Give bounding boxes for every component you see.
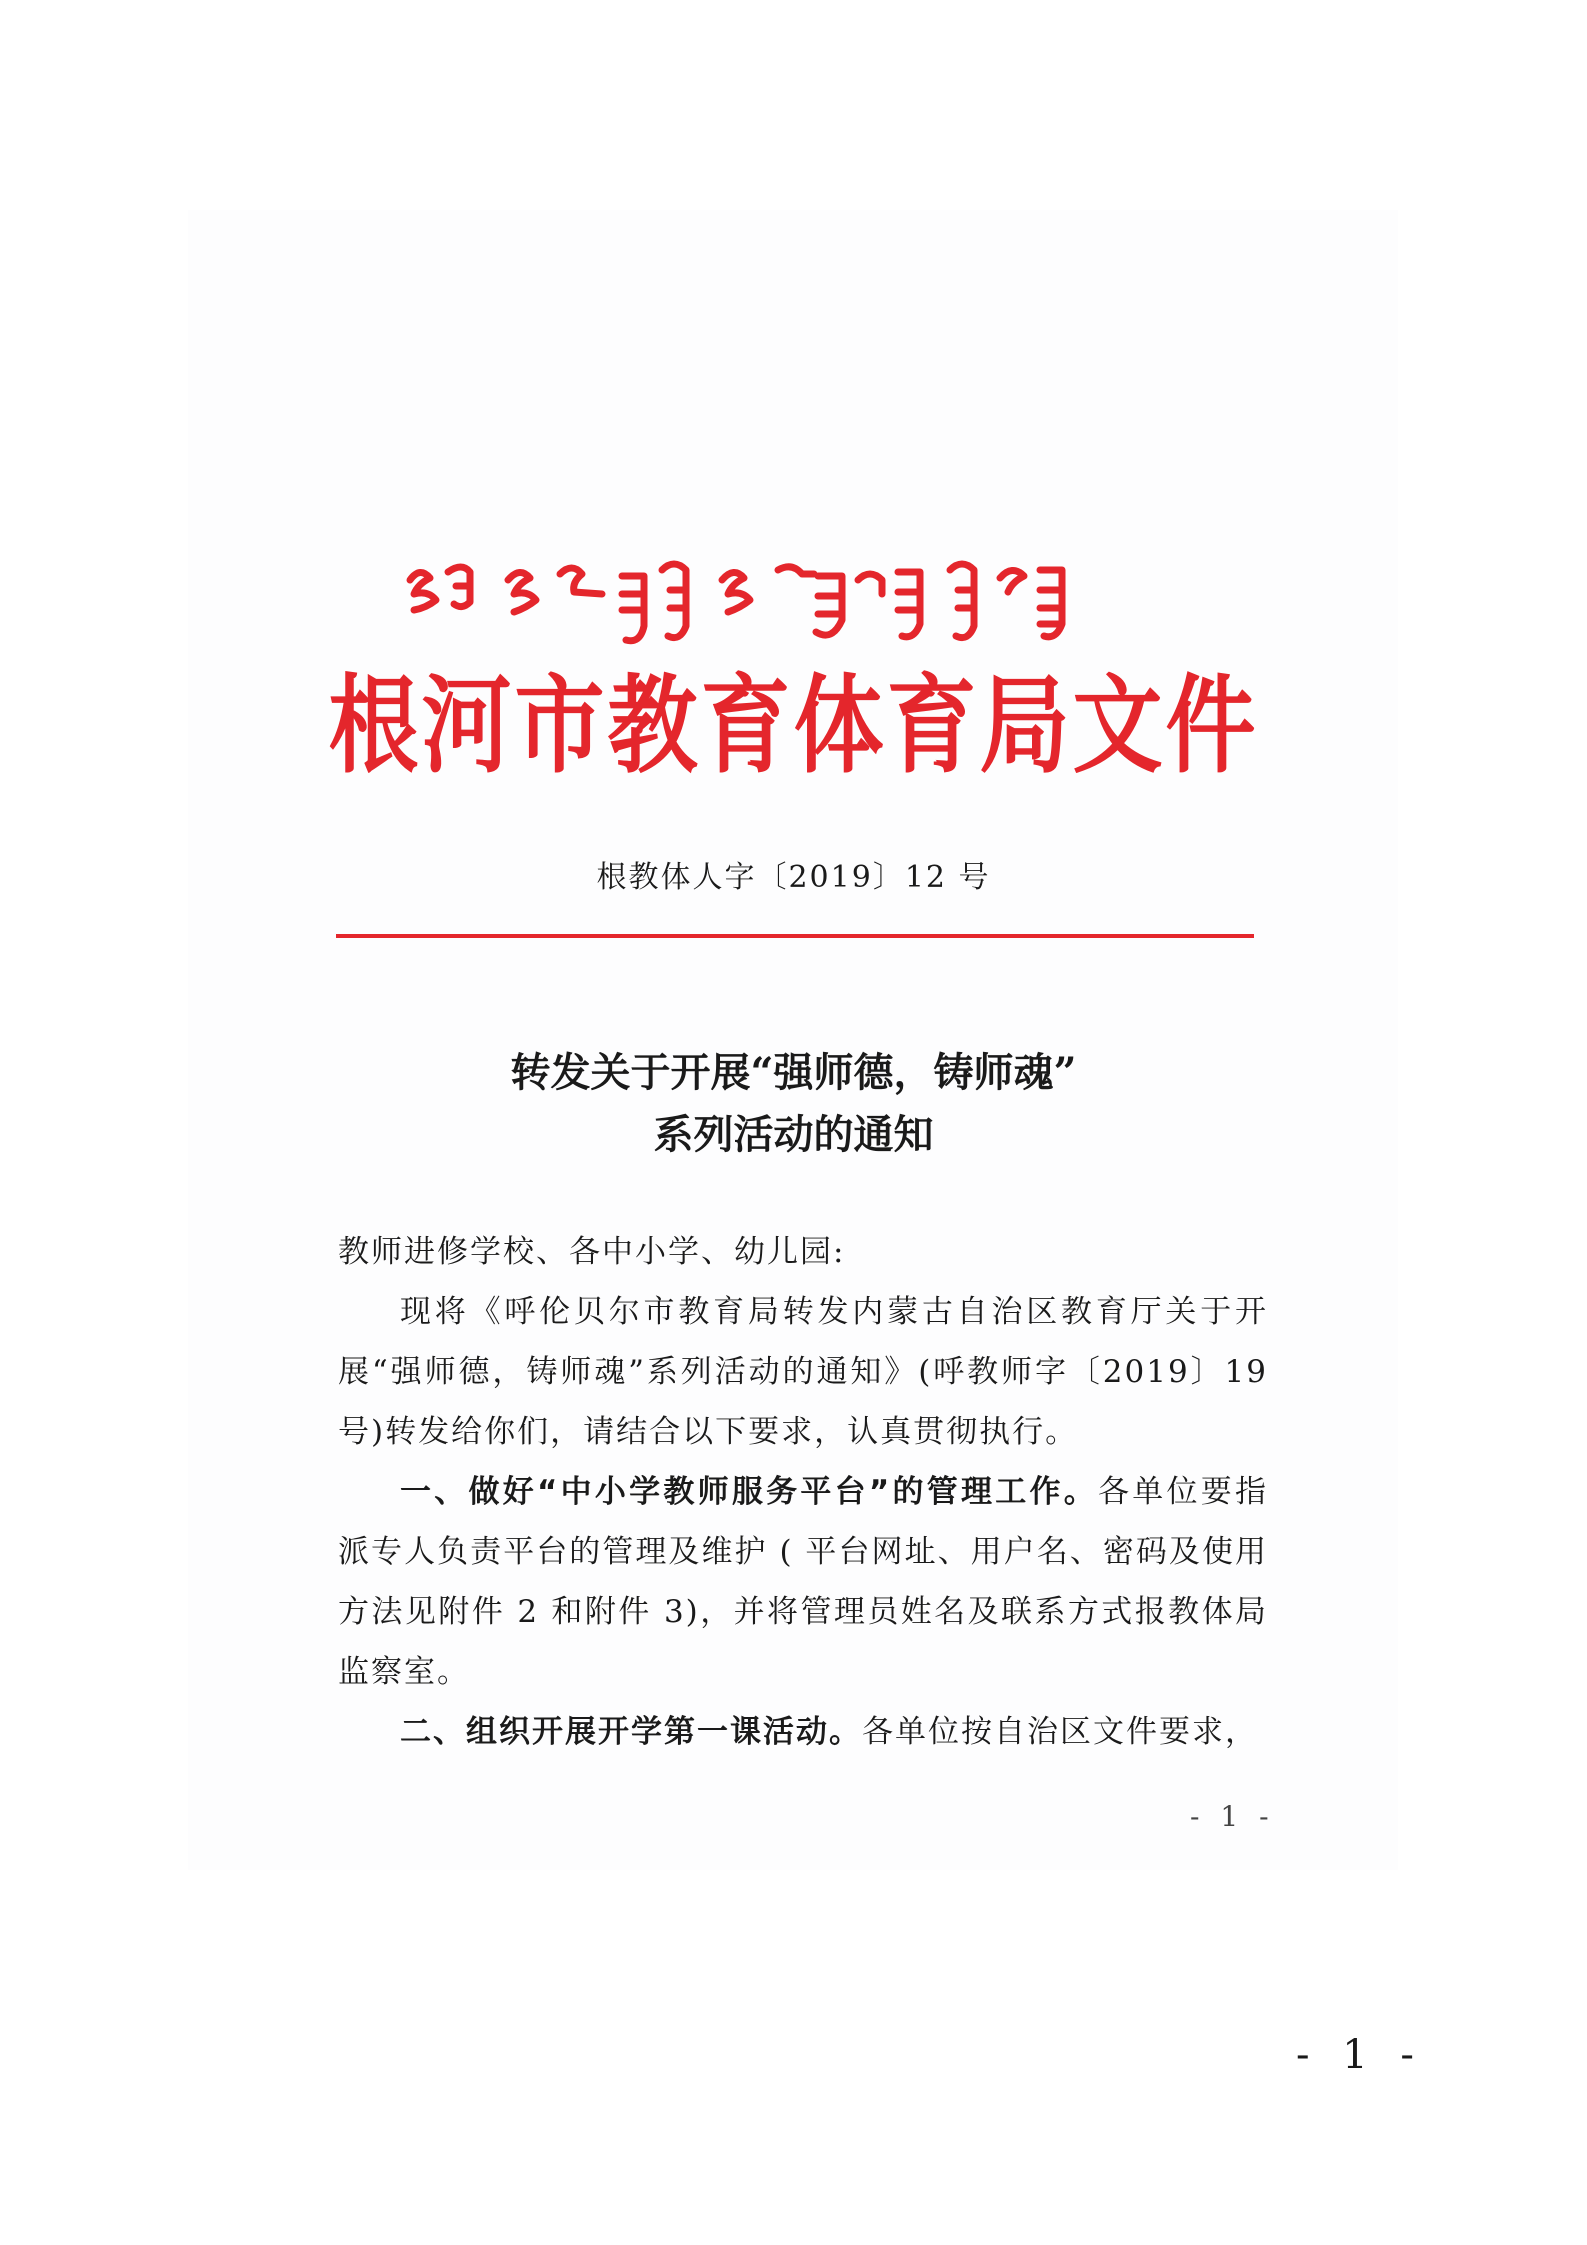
item-1-heading: 一、做好“中小学教师服务平台”的管理工作。: [400, 1474, 1098, 1510]
paragraph-item-2: [338, 1702, 1268, 1762]
item-2-heading: 二、组织开展开学第一课活动。: [400, 1714, 862, 1750]
mongolian-script-title: [400, 540, 1200, 650]
masthead-title: 根河市教育体育局文件: [328, 664, 1259, 789]
document-title-line-1: 转发关于开展“强师德，铸师魂”: [510, 1049, 1077, 1096]
red-separator-line: [336, 934, 1254, 938]
item-2-text: 各单位按自治区文件要求，: [862, 1714, 1258, 1750]
paragraph-item-1: [338, 1462, 1268, 1702]
item-1-text: 各单位要指派专人负责平台的管理及维护 ( 平台网址、用户名、密码及使用方法见附件 2 和附件 3)，并将管理员姓名及联系方式报教体局监察室。: [338, 1474, 1268, 1690]
salutation: 教师进修学校、各中小学、幼儿园:: [338, 1234, 846, 1270]
document-title-line-2: 系列活动的通知: [653, 1111, 934, 1158]
page-number: - 1 -: [1296, 2032, 1424, 2078]
paragraph-intro: 现将《呼伦贝尔市教育局转发内蒙古自治区教育厅关于开展“强师德，铸师魂”系列活动的通知》(呼教师字〔2019〕19 号)转发给你们，请结合以下要求，认真贯彻执行。: [338, 1294, 1268, 1450]
mongolian-script-graphic: [400, 540, 1200, 650]
document-title: [0, 1042, 1587, 1166]
document-body: [338, 1222, 1268, 1762]
document-number: 根教体人字〔2019〕12 号: [596, 860, 991, 895]
inner-page-number: - 1 -: [1190, 1800, 1275, 1833]
